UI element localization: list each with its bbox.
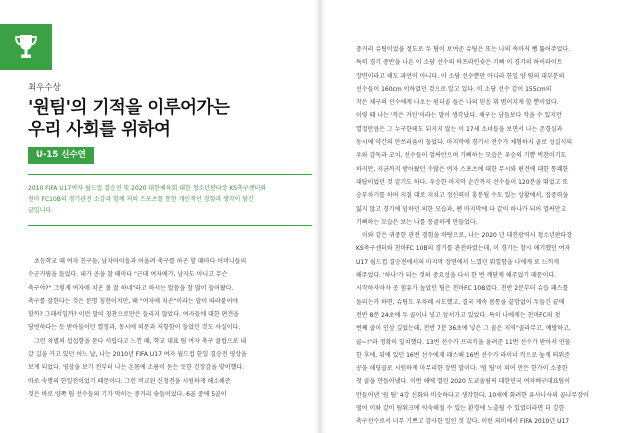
body-line: 시작하자마자 공 점유가 높았던 팀은 천마FC 10B였다. 전반 2분부터 슈습 패스를 [356,285,569,293]
summary-box [28,174,312,226]
body-line: 번째 골이 인상 깊었는데, 전반 7분 36초에 넣은 그 골은 지역"골라무고, 예방하고, [356,325,571,333]
body-line: 수군거림을 들었다. 내가 공을 찰 때마다 "근데 여자애가, 남자도 아니고 무슨 [28,271,228,279]
body-line: 할까? 그래서일까? 이런 말이 칭찬으로만은 들리지 않았다. 여자들에 대한 편견을 [28,311,239,319]
body-line: 잃지 않고 경기에 임하던 의한 모습과, 팬 마지막에 다 같이 하나가 되어 얼싸안고 [356,205,567,213]
title-line: 우리 사회를 위하여 [28,120,171,140]
summary-line: 글입니다. [28,207,54,214]
award-category: 최우수상 [28,83,61,93]
body-line: 떨어 이와 같이 팀워크에 익숙해질 수 있는 환경에 노출될 수 있었더라면 더 강한 [356,405,565,413]
right-page [326,0,640,433]
body-line: 작은 체구의 선수에게 나오는 원더골 들은 나의 믿음 뭐 범이지게 할 뿐이었다. [356,99,559,107]
body-line: 축구를 잘한다는 것은 분명 칭찬이지만, 왜 "여자애 치곤"이라는 말이 따라붙어야 [28,297,239,305]
body-line: KS축구센터와 천마FC 10B의 경기를 관전하였는데, 이 경기는 참시 애기했던 여자 [356,245,571,253]
body-line: 우와 감독과 코치, 선수들이 얼싸안으며 기뻐하는 모습은 우승의 기쁨 벅찬이기도 [356,152,567,160]
body-line: 선수들이 160cm 이하였던 것으로 알고 있다. 이 소담 선수 같이 155cm의 [356,85,552,93]
body-line: 동시에 약간의 안쓰러움이 들었다. 마지막에 경기시 전수가 체형하지 골로 성실식의 [356,139,573,147]
summary-line: 천마 FC10B의 경기관전 소감과 함께 저의 스포츠를 통한 개인적인 경험과 생각이 담긴 [28,196,254,203]
body-line: 기뻐하는 모습은 보는 나를 뭉클하게 만들었다. [356,218,478,226]
book-gutter [314,0,326,433]
body-line: 특히 경기 중반을 나온 이 소담 선수의 하프라인슛은 기뻐 이 경기의 하이라이트 [356,59,563,67]
body-line: U17 월드컵 결승전에서의 마지막 장면에서 느꼈던 뭐낄함을 나에게 또 느끼게 [356,258,560,266]
body-line: 승부차기를 하며 지칠 대로 지치고 정신력이 흥분될 수도 있는 상황에서, 집중력을 [356,192,569,200]
body-line: 초등학교 때 여자 친구들, 남자아이들과 어울려 축구를 하곤 할 때마다 어머니들의 [34,258,247,265]
title-line: '원팀'의 기적을 이루어가는 [28,98,230,118]
body-text-right [356,43,626,429]
trophy-badge [0,24,52,70]
body-line: 보게 되었다. 영상을 보기 전부터 나는 온몸에 소름이 돋는 듯한 긴장감을 맞이했다. [28,364,245,372]
body-line: 장면이라고 해도 과언이 아니다. 이 소담 선수뿐만 아니라 한일 양 팀의 대부분의 [356,72,565,80]
body-line: 당연하다는 듯 받아들이던 열정과, 동시에 의문과 저항함이 들었던 것도 사실이다. [28,324,241,332]
body-line: 대답이었던 것 같기도 하다. 우승한 마지막 순간까지 선수들이 120분을 뛰었고 또 [356,178,569,186]
summary-line: 2010 FIFA U17여자 월드컵 결승전 및 2020 대한체육회 대한 청소년판타장 KS축구센터와 [28,185,267,192]
body-line: 이와 같은 귀중한 관전 경험을 바탕으로, 나는 2020 년 대전광역시 청소년판타장 [362,232,573,240]
body-line: 것은 바로 양쪽 팀 선수들의 기가 막히는 중거리 슛들이었다. 6골 중에 5골이 [28,390,227,398]
body-line: 한 후에, 뒤에 있던 16번 선수에게 패스해 16번 선수가 라이너 킥으로 높게 띄워준 [356,351,570,359]
body-line: 갈 길을 가고 있던 어느 날, 나는 2010년 FIFA U17 여자 월드컵 한일 결승전 영상을 [28,351,247,359]
body-line: 하지만, 지금까지 받아왔던 수많은 여자 스포츠에 대한 무시와 편견에 대한 통쾌한 [356,165,569,173]
body-line: 공을 해딩골로 시원하게 마무리한 장면 말이다. '원 팀'이 되어 만든 한가이 소중한 [356,365,568,373]
body-line: 돌리는가 하면, 슈팅도 우차례 시도했고, 결국 게속 몸통을 끝맘없이 두들긴 끝에 [356,298,565,306]
body-line: 열정만큼은 그 누구한테도 뒤지지 않는 이 17세 소녀들을 보면서 나는 존경심과 [356,125,563,133]
body-line: 골~!"과 정확히 일치했다. 13번 선수가 프리킥을 올려준 11번 선수가 받아서 언올 [356,338,571,346]
body-line: 이렇 때 나는 '작은 거인'이라는 말이 생각났다. 체구는 남들보다 작을 수 있지만 [356,112,562,120]
body-line: 해주었다. '하나'가 되는 것의 중요성을 다시 한 번 깨닫게 해주었기 때문이다. [356,272,557,280]
body-line: 바로 숙명의 한일전이었기 때문이다. 그런 비교된 신청전을 시원하게 해소해준 [28,377,231,385]
article-title [28,97,298,141]
body-line: 만들어낸 '원 팀' 4강 신화와 비슷하다고 생각한다. 10세에 화려한 유사나사의 골나무장이 [356,391,589,399]
body-line: 첫 골을 만들어냈다. 이번 해에 열린 2020 도쿄올림픽 대한민국 여자배구대표팀이 [356,378,571,386]
body-line: 전반 8분 24초에 두 골이나 넣고 앞서가고 있었다. 특히 나에게는 천마FC의 첫 [356,311,561,319]
body-line: 그런 차별의 섭섭함을 묻다 서럽다고 느낀 때, 학교 대표 팀 여자 축구 클럽으로 내 [34,337,247,345]
trophy-icon [13,33,39,61]
body-line: 축구선수로서 너무 기쁘고 감사한 일인 것 같다. 이런 의미에서 FIFA 2010년 U17 [356,418,570,426]
body-line: 중거리 슈팅이었을 정도로 두 팀이 보여준 슈팅은 또는 나의 속마저 뻥 뚫어주었다. [356,46,571,53]
author-badge: U-15 신수연 [28,147,94,164]
body-text-left [28,255,312,401]
body-line: 축구야?" 그렇게 여자애 치곤 볼 잘 하네"라고 하시는 말씀을 참 많이 들어왔다. [28,284,234,292]
left-page [0,0,314,433]
